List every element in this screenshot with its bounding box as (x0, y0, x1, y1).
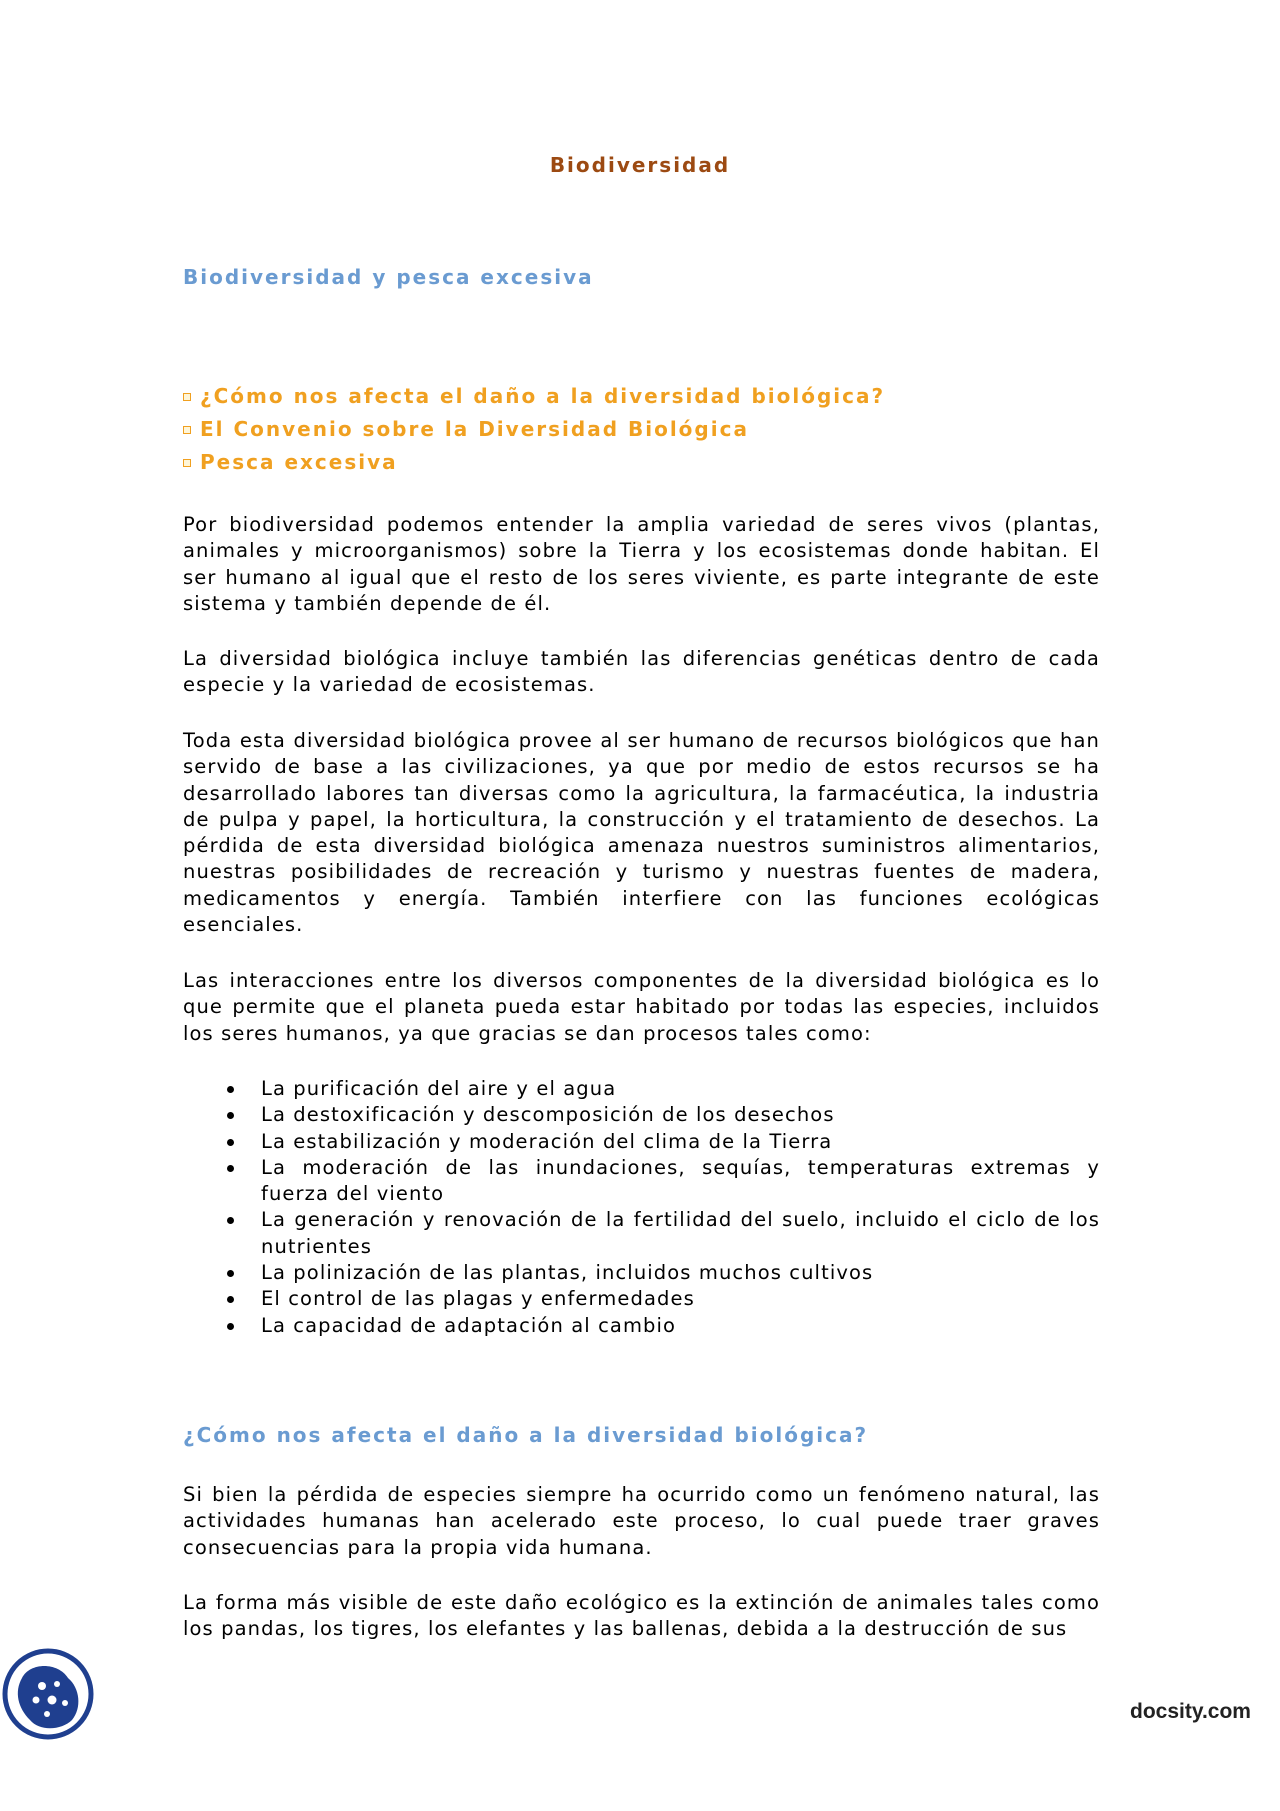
list-item: La purificación del aire y el agua (183, 1076, 1100, 1102)
interactions-paragraph: Las interacciones entre los diversos componentes de la diversidad biológica es lo que permite que el planeta pueda estar habitado por todas las especies, incluidos los seres humanos, ya que gracias se dan procesos tales como: (183, 969, 1100, 1045)
table-of-contents (183, 380, 885, 479)
extinction-paragraph: La forma más visible de este daño ecológico es la extinción de animales tales como los pandas, los tigres, los elefantes y las ballenas, debida a la destrucción de sus (183, 1591, 1100, 1641)
subsection-heading: ¿Cómo nos afecta el daño a la diversidad biológica? (183, 1423, 869, 1447)
bullet-dot-icon (227, 1165, 234, 1172)
list-item: La generación y renovación de la fertilidad del suelo, incluido el ciclo de los nutrientes (183, 1207, 1100, 1260)
bullet-dot-icon (227, 1112, 234, 1119)
square-bullet-icon (183, 393, 191, 401)
toc-link[interactable]: El Convenio sobre la Diversidad Biológica (200, 417, 749, 441)
toc-link[interactable]: Pesca excesiva (200, 450, 398, 474)
toc-item[interactable] (183, 380, 885, 413)
bullet-dot-icon (227, 1086, 234, 1093)
page-title: Biodiversidad (549, 153, 731, 177)
list-item: La capacidad de adaptación al cambio (183, 1313, 1100, 1339)
list-item: La polinización de las plantas, incluidos muchos cultivos (183, 1260, 1100, 1286)
processes-list (183, 1076, 1100, 1339)
bullet-dot-icon (227, 1270, 234, 1277)
square-bullet-icon (183, 426, 191, 434)
toc-item[interactable] (183, 413, 885, 446)
list-item: La estabilización y moderación del clima de la Tierra (183, 1129, 1100, 1155)
bullet-dot-icon (227, 1296, 234, 1303)
loss-paragraph: Si bien la pérdida de especies siempre ha ocurrido como un fenómeno natural, las actividades humanas han acelerado este proceso, lo cual puede traer graves consecuencias para la propia vida humana. (183, 1483, 1100, 1559)
bullet-dot-icon (227, 1323, 234, 1330)
square-bullet-icon (183, 459, 191, 467)
section-heading: Biodiversidad y pesca excesiva (183, 265, 594, 289)
genetic-paragraph: La diversidad biológica incluye también las diferencias genéticas dentro de cada especie y la variedad de ecosistemas. (183, 647, 1100, 697)
list-item: El control de las plagas y enfermedades (183, 1286, 1100, 1312)
bullet-dot-icon (227, 1217, 234, 1224)
resources-paragraph: Toda esta diversidad biológica provee al ser humano de recursos biológicos que han servido de base a las civilizaciones, ya que por medio de estos recursos se ha desarrollado labores tan diversas como la agricultura, la farmacéutica, la industria de pulpa y papel, la horticultura, la construcción y el tratamiento de desechos. La pérdida de esta diversidad biológica amenaza nuestros suministros alimentarios, nuestras posibilidades de recreación y turismo y nuestras fuentes de madera, medicamentos y energía. También interfiere con las funciones ecológicas esenciales. (183, 729, 1100, 937)
toc-item[interactable] (183, 446, 885, 479)
brand-link[interactable]: docsity.com (1130, 1700, 1251, 1723)
list-item: La destoxificación y descomposición de los desechos (183, 1102, 1100, 1128)
bullet-dot-icon (227, 1139, 234, 1146)
docsity-logo-icon[interactable] (2, 1648, 94, 1740)
intro-paragraph: Por biodiversidad podemos entender la amplia variedad de seres vivos (plantas, animales y microorganismos) sobre la Tierra y los ecosistemas donde habitan. El ser humano al igual que el resto de los seres viviente, es parte integrante de este sistema y también depende de él. (183, 513, 1100, 615)
toc-link[interactable]: ¿Cómo nos afecta el daño a la diversidad biológica? (200, 384, 886, 408)
list-item: La moderación de las inundaciones, sequías, temperaturas extremas y fuerza del viento (183, 1155, 1100, 1208)
